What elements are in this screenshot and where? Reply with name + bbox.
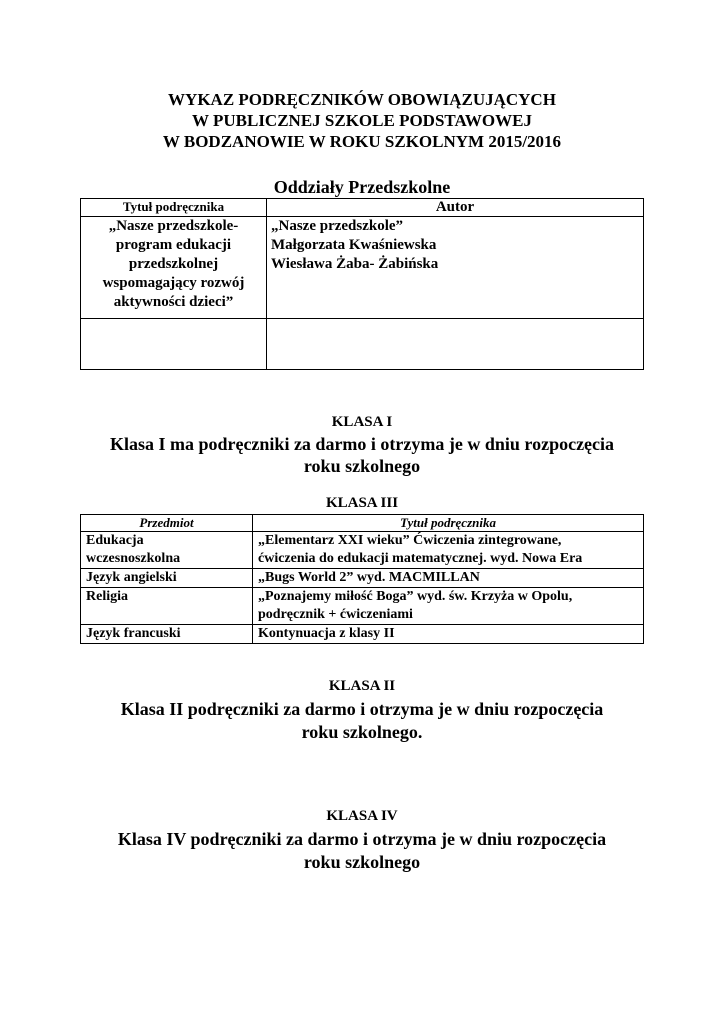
book-title-cell (81, 217, 267, 319)
empty-cell (81, 319, 267, 370)
subject-line: Edukacja (86, 533, 144, 548)
subject-line: Język francuski (86, 626, 181, 641)
subject-cell (81, 532, 253, 569)
subject-cell (81, 569, 253, 588)
book-title-line: „Nasze przedszkole- (108, 218, 239, 234)
klasa-1-heading: KLASA I (331, 414, 393, 430)
table-header-row (81, 199, 644, 217)
table-row (81, 532, 644, 569)
empty-cell (267, 319, 644, 370)
book-title-line: wspomagający rozwój (102, 275, 245, 291)
textbook-line: „Elementarz XXI wieku” Ćwiczenia zintegrowane, (258, 533, 562, 548)
book-title-line: program edukacji (115, 237, 232, 253)
subject-line: Język angielski (86, 570, 177, 585)
textbook-line: „Bugs World 2” wyd. MACMILLAN (258, 570, 480, 585)
klasa-4-note-line-1: Klasa IV podręczniki za darmo i otrzyma je w dniu rozpoczęcia (117, 829, 607, 849)
preschool-table (80, 198, 644, 370)
book-title-line: aktywności dzieci” (113, 294, 234, 310)
klasa-3-heading: KLASA III (325, 495, 399, 511)
column-header-title: Tytuł podręcznika (253, 515, 644, 532)
subject-cell (81, 625, 253, 644)
textbook-cell (253, 532, 644, 569)
textbook-line: ćwiczenia do edukacji matematycznej. wyd. Nowa Era (258, 551, 583, 566)
table-row (81, 217, 644, 319)
textbook-cell (253, 625, 644, 644)
table-row-empty (81, 319, 644, 370)
preschool-heading: Oddziały Przedszkolne (273, 177, 451, 197)
klasa-1-note-line-2: roku szkolnego (303, 456, 421, 476)
author-cell (267, 217, 644, 319)
textbook-line: Kontynuacja z klasy II (258, 626, 395, 641)
table-row (81, 625, 644, 644)
klasa-2-note-line-2: roku szkolnego. (301, 722, 423, 742)
table-row (81, 588, 644, 625)
table-header-row (81, 515, 644, 532)
document-title-line-3: W BODZANOWIE W ROKU SZKOLNYM 2015/2016 (162, 132, 562, 151)
subject-cell (81, 588, 253, 625)
subject-line: wczesnoszkolna (86, 551, 181, 566)
klasa-4-heading: KLASA IV (326, 808, 398, 824)
column-header-title: Tytuł podręcznika (81, 199, 267, 217)
column-header-author: Autor (267, 199, 644, 217)
klasa-2-heading: KLASA II (328, 678, 396, 694)
author-line: Wiesława Żaba- Żabińska (271, 256, 439, 272)
textbook-cell (253, 588, 644, 625)
author-line: Małgorzata Kwaśniewska (271, 237, 437, 253)
author-line: „Nasze przedszkole” (271, 218, 404, 234)
klasa-4-note-line-2: roku szkolnego (303, 852, 421, 872)
subject-line: Religia (86, 589, 128, 604)
document-title-line-2: W PUBLICZNEJ SZKOLE PODSTAWOWEJ (192, 111, 532, 130)
klasa-1-note-line-1: Klasa I ma podręczniki za darmo i otrzyma je w dniu rozpoczęcia (109, 434, 615, 454)
book-title-line: przedszkolnej (128, 256, 219, 272)
column-header-subject: Przedmiot (81, 515, 253, 532)
textbook-cell (253, 569, 644, 588)
klasa-3-table (80, 514, 644, 644)
textbook-line: „Poznajemy miłość Boga” wyd. św. Krzyża w Opolu, (258, 589, 573, 604)
klasa-2-note-line-1: Klasa II podręczniki za darmo i otrzyma je w dniu rozpoczęcia (120, 699, 604, 719)
document-title-line-1: WYKAZ PODRĘCZNIKÓW OBOWIĄZUJĄCYCH (168, 90, 556, 109)
textbook-line: podręcznik + ćwiczeniami (258, 607, 413, 622)
table-row (81, 569, 644, 588)
